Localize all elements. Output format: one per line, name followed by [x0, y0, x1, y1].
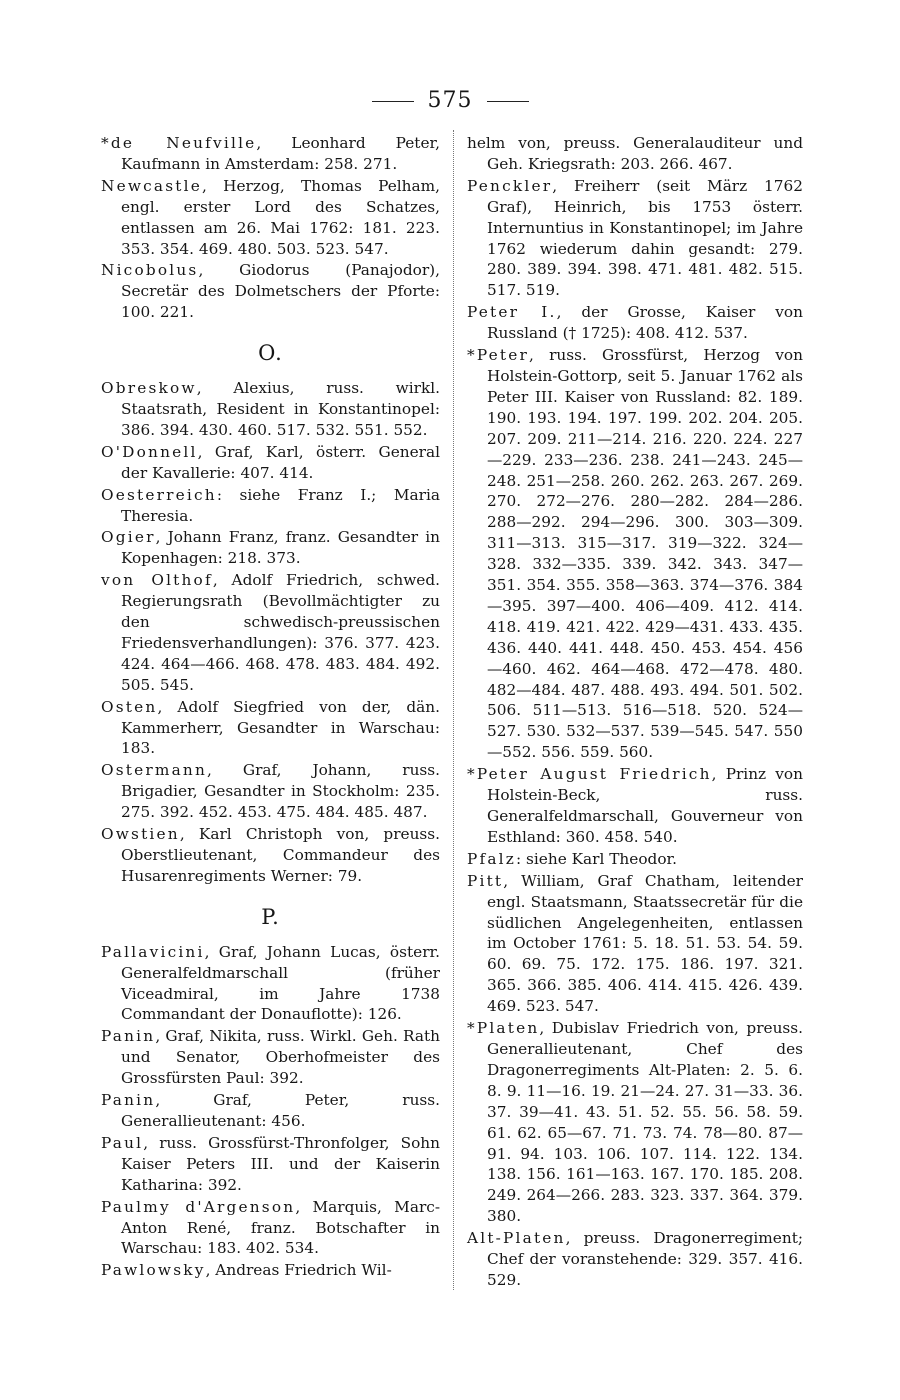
entries-p [101, 942, 440, 1282]
index-entry [467, 764, 803, 848]
entry-name: Paulmy d'Argenson [101, 1197, 296, 1216]
entry-text: , Herzog, Thomas Pelham, engl. erster Lord des Schatzes, entlassen am 26. Mai 1762: 181. 223. 353. 354. 469. 480. 503. 523. 547. [121, 176, 440, 258]
entry-text: , Graf, Karl, österr. General der Kavallerie: 407. 414. [121, 442, 440, 482]
entry-name: Peter I. [467, 303, 557, 322]
entry-text: : siehe Franz I.; Maria Theresia. [121, 485, 440, 525]
index-entry [101, 527, 440, 569]
entry-text: : siehe Karl Theodor. [516, 849, 678, 868]
entry-name: Panin [101, 1027, 156, 1046]
index-entry [101, 570, 440, 695]
entry-text: , Prinz von Holstein-Beck, russ. Generalfeldmarschall, Gouverneur von Esthland: 360. 458. 540. [487, 765, 803, 846]
section-heading-o: O. [258, 341, 283, 366]
index-entry [101, 176, 440, 260]
entry-text: , Leonhard Peter, Kaufmann in Amsterdam: 258. 271. [121, 134, 440, 173]
entry-text: helm von, preuss. Generalauditeur und Geh. Kriegsrath: 203. 266. 467. [467, 134, 803, 173]
entry-name: Panin [101, 1091, 156, 1110]
header-rule-right [487, 101, 529, 102]
entry-text: , Dubislav Friedrich von, preuss. Generallieutenant, Chef des Dragonerregiments Alt-Platen: 2. 5. 6. 8. 9. 11—16. 19. 21—24. 27. 31—33. 36. 37. 39—41. 43. 51. 52. 55. 56. 58. 59. 61. 62. 65—67. 71. 73. 74. 78—80. 87—91. 94. 103. 106. 107. 114. 122. 134. 138. 156. 161—163. 167. 170. 185. 208. 249. 264—266. 283. 323. 337. 364. 379. 380. [487, 1019, 803, 1226]
entry-text: , Adolf Siegfried von der, dän. Kammerherr, Gesandter in Warschau: 183. [121, 697, 440, 758]
entry-name: Alt-Platen [467, 1229, 566, 1248]
page-header [0, 88, 900, 113]
entry-name: Nicobolus [101, 261, 199, 280]
entry-name: *de Neufville [101, 134, 257, 152]
entry-name: *Platen [467, 1019, 540, 1038]
right-column [467, 133, 803, 1292]
entry-name: Pawlowsky [101, 1261, 206, 1280]
index-entry [101, 442, 440, 484]
index-entry-continued [467, 133, 803, 175]
column-divider [453, 130, 454, 1290]
entry-name: Obreskow [101, 379, 197, 398]
index-entry [101, 378, 440, 441]
entries-o [101, 378, 440, 887]
index-entry [101, 485, 440, 527]
entry-name: Penckler [467, 176, 553, 195]
entries-n [101, 133, 440, 323]
index-entry [101, 1026, 440, 1089]
index-entry [101, 697, 440, 760]
entry-text: , Johann Franz, franz. Gesandter in Kopenhagen: 218. 373. [121, 528, 440, 568]
index-entry [101, 1260, 440, 1281]
entry-name: Oesterreich [101, 485, 217, 504]
section-heading-p: P. [261, 904, 280, 929]
entry-text: , Alexius, russ. wirkl. Staatsrath, Resident in Konstantinopel: 386. 394. 430. 460. 517. 532. 551. 552. [121, 379, 440, 439]
entry-name: Pfalz [467, 849, 517, 868]
entry-text: , Graf, Johann, russ. Brigadier, Gesandter in Stockholm: 235. 275. 392. 452. 453. 475. 484. 485. 487. [121, 761, 440, 822]
index-entry [101, 1133, 440, 1196]
index-entry [467, 1228, 803, 1291]
entry-text: , preuss. Dragonerregiment; Chef der voranstehende: 329. 357. 416. 529. [487, 1229, 803, 1289]
entry-name: Owstien [101, 825, 180, 844]
index-entry [467, 176, 803, 301]
entry-text: , russ. Grossfürst, Herzog von Holstein-Gottorp, seit 5. Januar 1762 als Peter III. Kaiser von Russland: 82. 189. 190. 193. 194. 197. 199. 202. 204. 205. 207. 209. 211—214. 216. 220. 224. 227—229. 233—236. 238. 241—243. 245—248. 251—258. 260. 262. 263. 267. 269. 270. 272—276. 280—282. 284—286. 288—292. 294—296. 300. 303—309. 311—313. 315—317. 319—322. 324—328. 332—335. 339. 342. 343. 347—351. 354. 355. 358—363. 374—376. 384—395. 397—400. 406—409. 412. 414. 418. 419. 421. 422. 429—431. 433. 435. 436. 440. 441. 448. 450. 453. 454. 456—460. 462. 464—468. 472—478. 480. 482—484. 487. 488. 493. 494. 501. 502. 506. 511—513. 516—518. 520. 524—527. 530. 532—537. 539—545. 547. 550—552. 556. 559. 560. [487, 346, 803, 762]
entry-name: Osten [101, 697, 158, 716]
entry-text: , Karl Christoph von, preuss. Oberstlieutenant, Commandeur des Husarenregiments Werner: 79. [121, 825, 440, 885]
entry-text: , Graf, Peter, russ. Generallieutenant: 456. [121, 1091, 440, 1130]
index-entry [101, 942, 440, 1026]
entry-text: , Freiherr (seit März 1762 Graf), Heinrich, bis 1753 österr. Internuntius in Konstantinopel; im Jahre 1762 wiederum dahin gesandt: 279. 280. 389. 394. 398. 471. 481. 482. 515. 517. 519. [487, 176, 803, 300]
entry-text: , Graf, Johann Lucas, österr. Generalfeldmarschall (früher Viceadmiral, im Jahre 1738 Commandant der Donauflotte): 126. [121, 942, 440, 1024]
entry-name: Ostermann [101, 761, 208, 780]
entry-text: , Giodorus (Panajodor), Secretär des Dolmetschers der Pforte: 100. 221. [121, 261, 440, 322]
index-entry [467, 1018, 803, 1227]
entry-text: , Marquis, Marc-Anton René, franz. Botschafter in Warschau: 183. 402. 534. [121, 1197, 441, 1258]
entry-text: , russ. Grossfürst-Thronfolger, Sohn Kaiser Peters III. und der Kaiserin Katharina: 392. [121, 1133, 440, 1194]
entry-name: Pitt [467, 871, 504, 890]
entry-name: *Peter August Friedrich [467, 765, 712, 784]
page-number: 575 [427, 88, 473, 113]
index-entry [101, 260, 440, 323]
entry-name: *Peter [467, 346, 530, 365]
entry-name: Pallavicini [101, 942, 205, 961]
entry-name: von Olthof [101, 571, 213, 590]
entry-name: Newcastle [101, 176, 202, 195]
header-rule-left [372, 101, 414, 102]
index-entry [101, 133, 440, 175]
left-column [101, 133, 440, 1282]
entry-text: , William, Graf Chatham, leitender engl. Staatsmann, Staatssecretär für die südlichen Angelegenheiten, entlassen im October 1761: 5. 18. 51. 53. 54. 59. 60. 69. 75. 172. 175. 186. 197. 321. 365. 366. 385. 406. 414. 415. 426. 439. 469. 523. 547. [487, 871, 803, 1016]
entry-text: , Andreas Friedrich Wil- [205, 1261, 392, 1280]
entry-name: Paul [101, 1133, 144, 1152]
entry-text: , Adolf Friedrich, schwed. Regierungsrath (Bevollmächtigter zu den schwedisch-preussischen Friedensverhandlungen): 376. 377. 423. 424. 464—466. 468. 478. 483. 484. 492. 505. 545. [121, 571, 440, 694]
index-entry [467, 302, 803, 344]
entry-text: , Graf, Nikita, russ. Wirkl. Geh. Rath und Senator, Oberhofmeister des Grossfürsten Paul: 392. [121, 1027, 440, 1088]
index-entry [101, 1090, 440, 1132]
index-entry [101, 1197, 440, 1260]
index-entry [467, 849, 803, 870]
entry-name: O'Donnell [101, 442, 198, 461]
index-entry [467, 345, 803, 763]
entry-name: Ogier [101, 528, 156, 547]
index-entry [467, 871, 803, 1017]
index-entry [101, 824, 440, 887]
entry-text: , der Grosse, Kaiser von Russland († 1725): 408. 412. 537. [487, 303, 803, 343]
index-entry [101, 760, 440, 823]
